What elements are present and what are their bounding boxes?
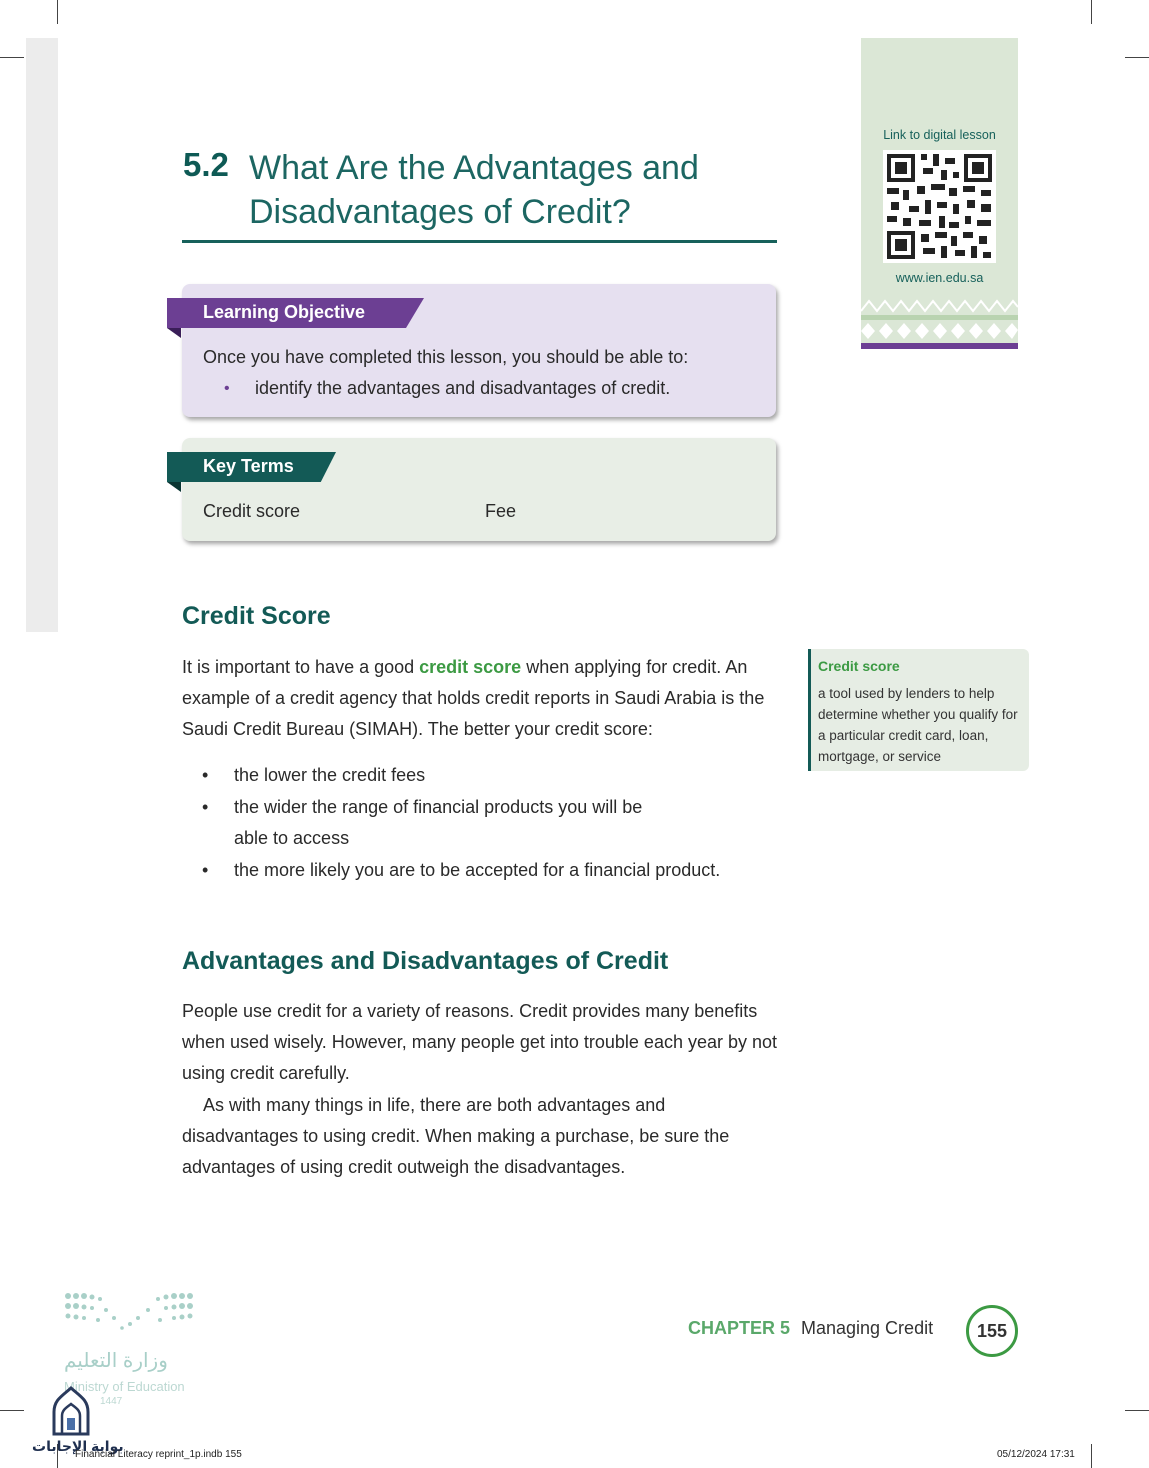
lesson-title: What Are the Advantages and Disadvantages of Credit? [249, 149, 699, 231]
decorative-pattern [861, 297, 1018, 343]
body-paragraph: People use credit for a variety of reasons. Credit provides many benefits when used wisely. However, many people get into trouble each year by not using credit carefully. [182, 1001, 778, 1083]
learning-objective-intro: Once you have completed this lesson, you should be able to: [203, 347, 689, 367]
body-paragraph: As with many things in life, there are both advantages and disadvantages to using credit. When making a purchase, be sure the advantages of using credit outweigh the disadvantages. [182, 1095, 730, 1177]
learning-objective-label: Learning Objective [203, 302, 366, 322]
chapter-label: CHAPTER 5 [688, 1318, 791, 1338]
tab-fold [167, 328, 181, 338]
print-slug-date: 05/12/2024 17:31 [997, 1449, 1075, 1460]
watermark-lantern-icon [48, 1386, 94, 1438]
ministry-logo-icon [62, 1288, 202, 1338]
list-item: • the more likely you are to be accepted for a financial product. [200, 855, 780, 887]
page-edge-band [26, 38, 58, 632]
list-item: • the wider the range of financial products you will be able to access [200, 792, 674, 855]
print-slug-file: Financial Literacy reprint_1p.indb 155 [75, 1449, 242, 1460]
ministry-name-english: Ministry of Education [64, 1379, 185, 1394]
glossary-term: Credit score [818, 658, 900, 674]
bullet-icon: • [224, 380, 230, 397]
title-divider [182, 240, 777, 243]
crop-mark [57, 0, 58, 24]
credit-score-paragraph: It is important to have a good credit score when applying for credit. An example of a credit agency that holds credit reports in Saudi Arabia is the Saudi Credit Bureau (SIMAH). The better your credit score: [182, 657, 765, 739]
credit-score-bullet-list [200, 760, 780, 886]
panel-accent-bar [861, 343, 1018, 349]
key-terms-label: Key Terms [203, 456, 294, 476]
crop-mark [1091, 1444, 1092, 1468]
ministry-year: 1447 [100, 1396, 123, 1407]
qr-code-icon[interactable] [883, 150, 996, 263]
section-heading: Credit Score [182, 602, 331, 630]
glossary-definition: a tool used by lenders to help determine whether you qualify for a particular credit card, loan, mortgage, or service [818, 686, 1018, 764]
key-term: Fee [485, 501, 517, 521]
page-number: 155 [966, 1305, 1018, 1357]
crop-mark [0, 57, 24, 58]
lesson-number: 5.2 [183, 146, 229, 183]
section-heading: Advantages and Disadvantages of Credit [182, 947, 669, 975]
crop-mark [1125, 57, 1149, 58]
digital-lesson-label: Link to digital lesson [883, 128, 996, 142]
keyword-credit-score: credit score [419, 657, 522, 677]
digital-lesson-url[interactable]: www.ien.edu.sa [895, 271, 984, 285]
chapter-title: Managing Credit [801, 1318, 934, 1338]
learning-objective-item: identify the advantages and disadvantages of credit. [255, 378, 671, 398]
watermark-text: بوابة الإجابات [32, 1438, 124, 1454]
crop-mark [0, 1410, 24, 1411]
crop-mark [1091, 0, 1092, 24]
tab-fold [167, 482, 181, 492]
key-term: Credit score [203, 501, 301, 521]
list-item: • the lower the credit fees [200, 760, 780, 792]
ministry-name-arabic: وزارة التعليم [64, 1350, 168, 1372]
crop-mark [1125, 1410, 1149, 1411]
